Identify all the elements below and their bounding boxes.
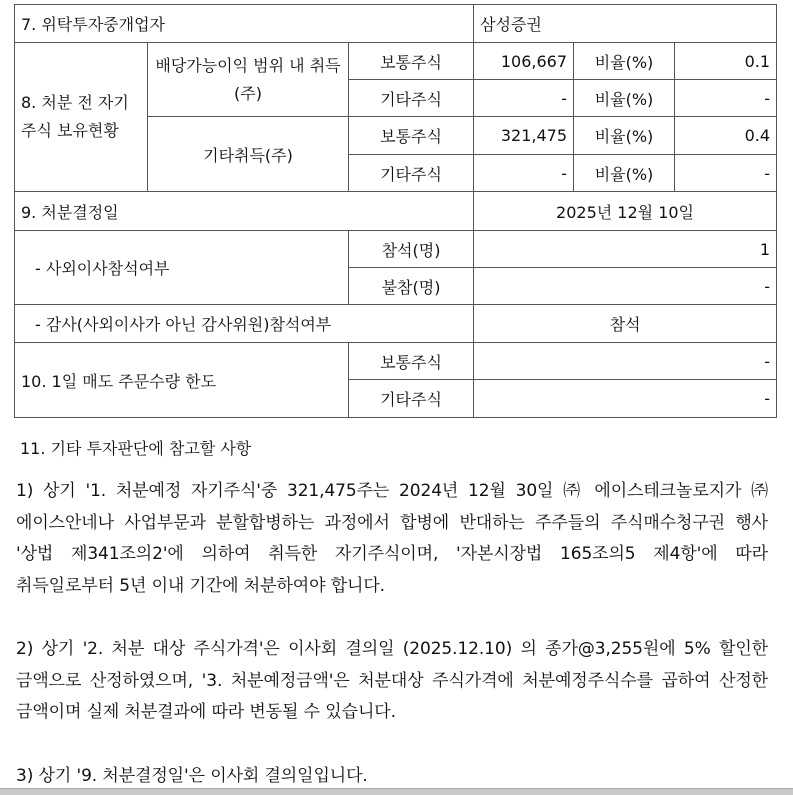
daily-limit-other-value: - xyxy=(474,380,777,418)
outside-directors-label: - 사외이사참석여부 xyxy=(15,231,349,305)
row-holdings-dividend-common xyxy=(15,43,777,80)
broker-label: 7. 위탁투자중개업자 xyxy=(15,5,474,43)
otheracq-other-ratio-label: 비율(%) xyxy=(574,155,675,192)
otheracq-common-ratio: 0.4 xyxy=(675,117,777,155)
dividend-other-qty: - xyxy=(474,80,574,117)
note-paragraph-3: 3) 상기 '9. 처분결정일'은 이사회 결의일입니다. xyxy=(16,765,368,786)
present-count: 1 xyxy=(474,231,777,268)
section-11-body xyxy=(16,476,768,792)
present-label: 참석(명) xyxy=(349,231,474,268)
dividend-common-kind: 보통주식 xyxy=(349,43,474,80)
daily-limit-common-value: - xyxy=(474,343,777,380)
row-decision-date xyxy=(15,192,777,231)
broker-value: 삼성증권 xyxy=(474,5,777,43)
daily-limit-label: 10. 1일 매도 주문수량 한도 xyxy=(15,343,349,418)
otheracq-common-kind: 보통주식 xyxy=(349,117,474,155)
daily-limit-other-kind: 기타주식 xyxy=(349,380,474,418)
absent-label: 불참(명) xyxy=(349,268,474,305)
row-daily-limit-common xyxy=(15,343,777,380)
section-11-title: 11. 기타 투자판단에 참고할 사항 xyxy=(20,439,252,458)
daily-limit-common-kind: 보통주식 xyxy=(349,343,474,380)
otheracq-common-ratio-label: 비율(%) xyxy=(574,117,675,155)
otheracq-other-qty: - xyxy=(474,155,574,192)
otheracq-other-kind: 기타주식 xyxy=(349,155,474,192)
audit-committee-label: - 감사(사외이사가 아닌 감사위원)참석여부 xyxy=(15,305,474,343)
row-outside-directors-present xyxy=(15,231,777,268)
otheracq-common-qty: 321,475 xyxy=(474,117,574,155)
dividend-common-qty: 106,667 xyxy=(474,43,574,80)
dividend-other-ratio-label: 비율(%) xyxy=(574,80,675,117)
row-audit-committee xyxy=(15,305,777,343)
decision-date-value: 2025년 12월 10일 xyxy=(474,192,777,231)
row-broker xyxy=(15,5,777,43)
dividend-common-ratio-label: 비율(%) xyxy=(574,43,675,80)
disclosure-table xyxy=(14,4,777,418)
horizontal-scrollbar[interactable] xyxy=(0,788,793,795)
note-paragraph-2: 2) 상기 '2. 처분 대상 주식가격'은 이사회 결의일 (2025.12.10) 의 종가@3,255원에 5% 할인한 금액으로 산정하였으며, '3. 처분예정금액'은 처분대상 주식가격에 처분예정주식수를 곱하여 산정한 금액이며 실제 처분결과에 따라 변동될 수 있습니다. xyxy=(16,639,768,722)
audit-committee-value: 참석 xyxy=(474,305,777,343)
decision-date-label: 9. 처분결정일 xyxy=(15,192,474,231)
dividend-other-kind: 기타주식 xyxy=(349,80,474,117)
dividend-acq-label: 배당가능이익 범위 내 취득(주) xyxy=(148,43,349,117)
otheracq-other-ratio: - xyxy=(675,155,777,192)
dividend-common-ratio: 0.1 xyxy=(675,43,777,80)
absent-count: - xyxy=(474,268,777,305)
other-acq-label: 기타취득(주) xyxy=(148,117,349,192)
holdings-label: 8. 처분 전 자기주식 보유현황 xyxy=(15,43,148,192)
dividend-other-ratio: - xyxy=(675,80,777,117)
note-paragraph-1: 1) 상기 '1. 처분예정 자기주식'중 321,475주는 2024년 12월 30일 ㈜ 에이스테크놀로지가 ㈜ 에이스안네나 사업부문과 분할합병하는 과정에서 합병에 반대하는 주주들의 주식매수청구권 행사 '상법 제341조의2'에 의하여 취득한 자기주식이며, '자본시장법 165조의5 제4항'에 따라 취득일로부터 5년 이내 기간에 처분하여야 합니다. xyxy=(16,481,768,596)
